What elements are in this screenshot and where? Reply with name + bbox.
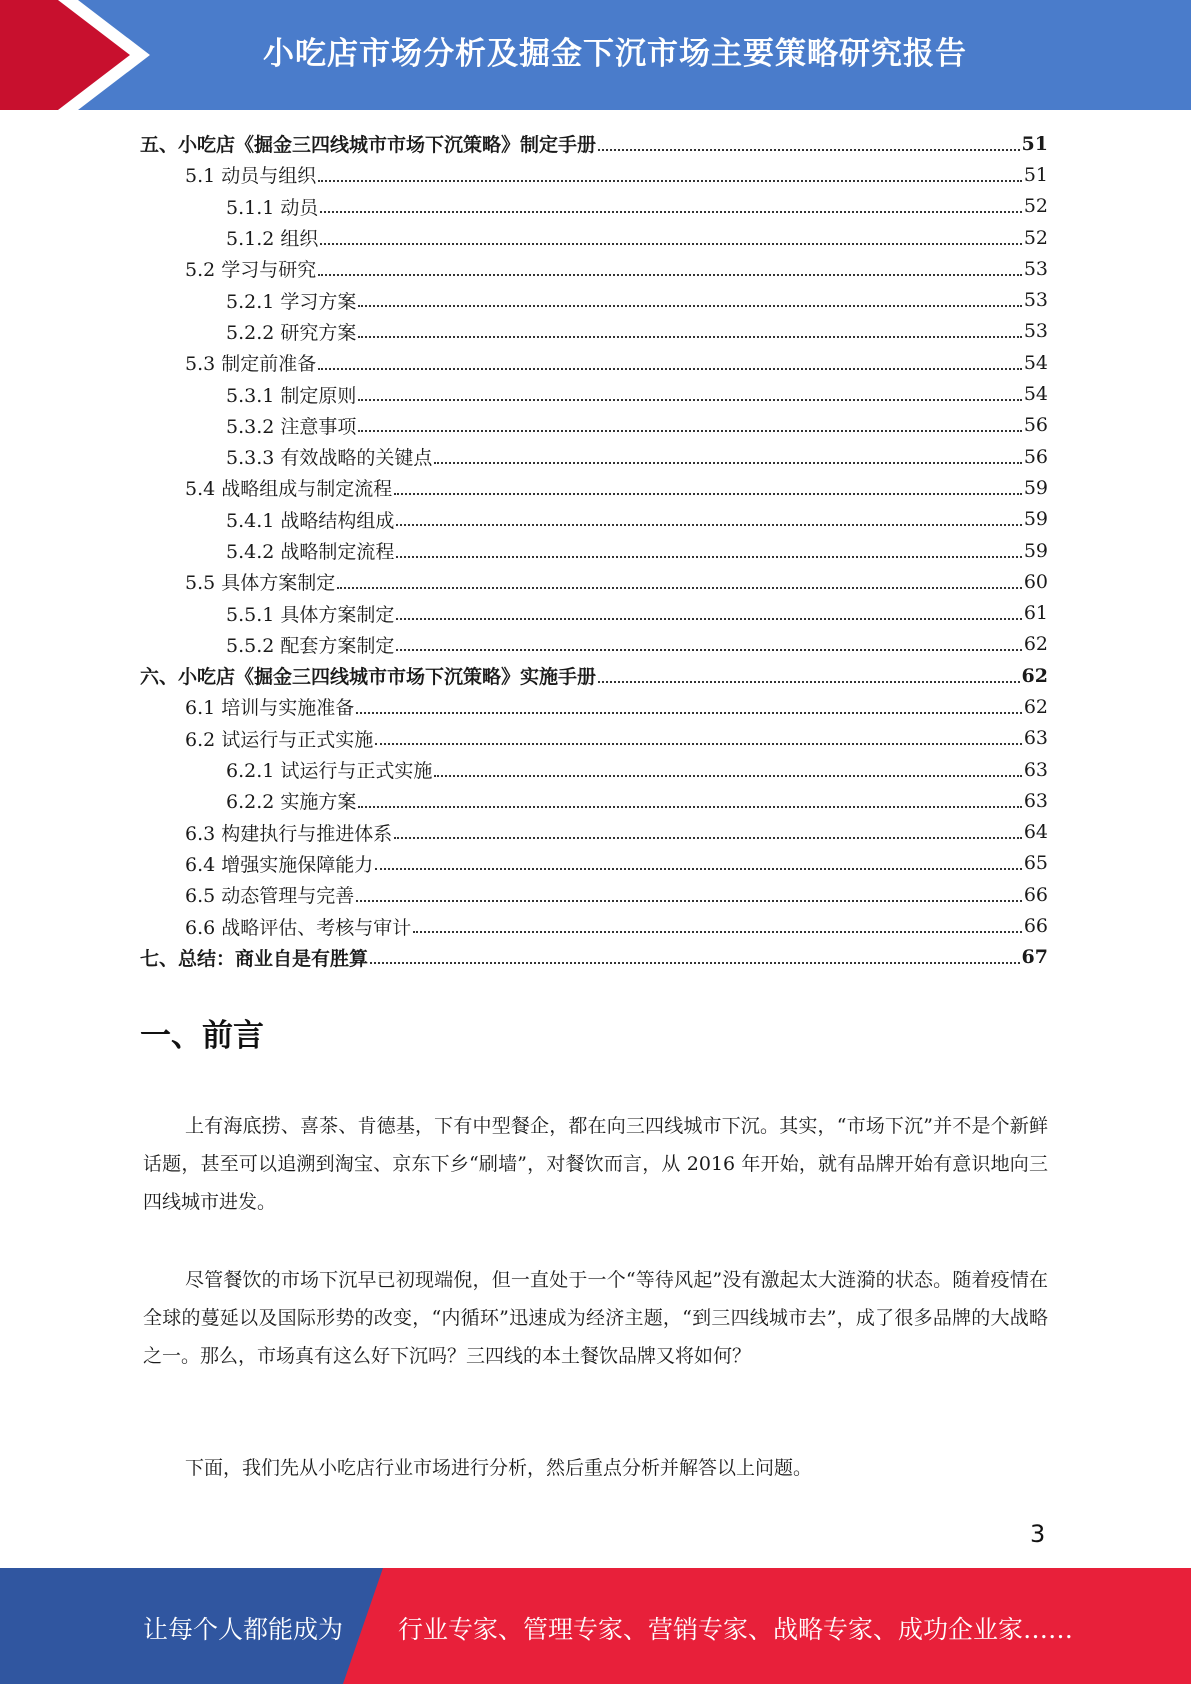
footer-slogan-left: 让每个人都能成为 bbox=[143, 1615, 344, 1644]
toc-entry-page: 62 bbox=[1023, 633, 1048, 656]
toc-entry-page: 59 bbox=[1023, 508, 1048, 531]
toc-entry-page: 52 bbox=[1023, 195, 1048, 218]
toc-dot-leader bbox=[320, 211, 1021, 213]
toc-entry-title: 5.3.3 有效战略的关键点 bbox=[226, 447, 433, 470]
toc-entry[interactable] bbox=[140, 347, 1048, 378]
toc-entry-title: 5.4 战略组成与制定流程 bbox=[185, 478, 393, 501]
toc-entry-page: 51 bbox=[1021, 132, 1048, 155]
toc-entry[interactable] bbox=[140, 253, 1048, 284]
toc-entry-title: 6.4 增强实施保障能力 bbox=[185, 853, 374, 876]
toc-entry[interactable] bbox=[140, 785, 1048, 816]
toc-entry[interactable] bbox=[140, 410, 1048, 441]
toc-entry-page: 63 bbox=[1023, 727, 1048, 750]
toc-entry[interactable] bbox=[140, 817, 1048, 848]
toc-entry-title: 5.2.1 学习方案 bbox=[226, 290, 357, 313]
toc-entry[interactable] bbox=[140, 597, 1048, 628]
toc-entry-page: 62 bbox=[1023, 695, 1048, 718]
section-heading: 一、前言 bbox=[140, 1018, 264, 1054]
toc-entry[interactable] bbox=[140, 629, 1048, 660]
toc-dot-leader bbox=[375, 868, 1022, 870]
toc-entry-page: 51 bbox=[1023, 163, 1048, 186]
toc-entry[interactable] bbox=[140, 159, 1048, 190]
toc-entry-title: 6.2 试运行与正式实施 bbox=[185, 728, 374, 751]
toc-entry-page: 56 bbox=[1023, 445, 1048, 468]
toc-dot-leader bbox=[358, 399, 1021, 401]
toc-dot-leader bbox=[318, 180, 1022, 182]
toc-entry[interactable] bbox=[140, 128, 1048, 159]
toc-entry-page: 63 bbox=[1023, 758, 1048, 781]
toc-dot-leader bbox=[320, 243, 1021, 245]
toc-entry-title: 6.5 动态管理与完善 bbox=[185, 885, 355, 908]
toc-entry[interactable] bbox=[140, 504, 1048, 535]
toc-entry-page: 60 bbox=[1023, 570, 1048, 593]
toc-dot-leader bbox=[394, 493, 1022, 495]
toc-entry[interactable] bbox=[140, 566, 1048, 597]
toc-entry[interactable] bbox=[140, 284, 1048, 315]
toc-entry-title: 6.2.1 试运行与正式实施 bbox=[226, 760, 433, 783]
toc-entry[interactable] bbox=[140, 535, 1048, 566]
page-footer bbox=[0, 1568, 1191, 1684]
toc-entry-page: 59 bbox=[1023, 539, 1048, 562]
toc-entry-page: 56 bbox=[1023, 414, 1048, 437]
toc-entry-title: 5.1.2 组织 bbox=[226, 228, 319, 251]
toc-entry-title: 5.4.1 战略结构组成 bbox=[226, 509, 395, 532]
toc-dot-leader bbox=[375, 743, 1022, 745]
toc-dot-leader bbox=[396, 556, 1021, 558]
toc-dot-leader bbox=[396, 524, 1021, 526]
toc-dot-leader bbox=[337, 587, 1022, 589]
toc-entry[interactable] bbox=[140, 691, 1048, 722]
toc-entry-page: 66 bbox=[1023, 883, 1048, 906]
paragraph-3: 下面，我们先从小吃店行业市场进行分析，然后重点分析并解答以上问题。 bbox=[185, 1457, 813, 1479]
toc-dot-leader bbox=[318, 368, 1022, 370]
toc-entry-title: 五、小吃店《掘金三四线城市市场下沉策略》制定手册 bbox=[140, 134, 597, 157]
toc-entry[interactable] bbox=[140, 316, 1048, 347]
toc-entry-page: 63 bbox=[1023, 789, 1048, 812]
toc-entry-title: 6.3 构建执行与推进体系 bbox=[185, 822, 393, 845]
toc-entry[interactable] bbox=[140, 754, 1048, 785]
toc-dot-leader bbox=[358, 430, 1021, 432]
paragraph-2: 尽管餐饮的市场下沉早已初现端倪，但一直处于一个“等待风起”没有激起太大涟漪的状态。随着疫情在全球的蔓延以及国际形势的改变，“内循环”迅速成为经济主题，“到三四线城市去”，成了很多品牌的大战略之一。那么，市场真有这么好下沉吗？三四线的本土餐饮品牌又将如何？ bbox=[143, 1269, 1048, 1367]
toc-entry-title: 5.5 具体方案制定 bbox=[185, 572, 336, 595]
toc-dot-leader bbox=[598, 681, 1020, 683]
toc-entry-page: 65 bbox=[1023, 852, 1048, 875]
toc-entry-title: 七、总结：商业自是有胜算 bbox=[140, 947, 369, 970]
toc-entry-page: 59 bbox=[1023, 476, 1048, 499]
toc-entry-page: 54 bbox=[1023, 351, 1048, 374]
toc-dot-leader bbox=[358, 806, 1021, 808]
toc-entry-title: 5.3.2 注意事项 bbox=[226, 415, 357, 438]
toc-entry-page: 52 bbox=[1023, 226, 1048, 249]
toc-entry[interactable] bbox=[140, 910, 1048, 941]
toc-dot-leader bbox=[396, 618, 1021, 620]
toc-dot-leader bbox=[370, 962, 1020, 964]
toc-entry-title: 6.6 战略评估、考核与审计 bbox=[185, 916, 412, 939]
toc-dot-leader bbox=[396, 649, 1021, 651]
toc-dot-leader bbox=[356, 712, 1022, 714]
toc-dot-leader bbox=[356, 900, 1022, 902]
toc-entry-title: 6.1 培训与实施准备 bbox=[185, 697, 355, 720]
page-number: 3 bbox=[1030, 1520, 1046, 1548]
toc-entry-page: 53 bbox=[1023, 289, 1048, 312]
table-of-contents bbox=[140, 128, 1048, 973]
toc-dot-leader bbox=[434, 775, 1021, 777]
toc-entry-title: 5.5.2 配套方案制定 bbox=[226, 634, 395, 657]
toc-entry-page: 66 bbox=[1023, 915, 1048, 938]
toc-entry-page: 53 bbox=[1023, 320, 1048, 343]
toc-dot-leader bbox=[413, 931, 1022, 933]
toc-entry-page: 54 bbox=[1023, 383, 1048, 406]
toc-entry-title: 5.3 制定前准备 bbox=[185, 353, 317, 376]
toc-dot-leader bbox=[598, 149, 1020, 151]
paragraph-1: 上有海底捞、喜茶、肯德基，下有中型餐企，都在向三四线城市下沉。其实，“市场下沉”并不是个新鲜话题，甚至可以追溯到淘宝、京东下乡“刷墙”，对餐饮而言，从 2016 年开始，就有品牌开始有意识地向三四线城市进发。 bbox=[143, 1115, 1048, 1213]
toc-entry[interactable] bbox=[140, 472, 1048, 503]
toc-entry[interactable] bbox=[140, 660, 1048, 691]
toc-dot-leader bbox=[394, 837, 1022, 839]
toc-entry-title: 6.2.2 实施方案 bbox=[226, 791, 357, 814]
toc-entry-title: 5.4.2 战略制定流程 bbox=[226, 541, 395, 563]
toc-entry-page: 64 bbox=[1023, 821, 1048, 844]
toc-dot-leader bbox=[358, 336, 1021, 338]
toc-entry-title: 5.2.2 研究方案 bbox=[226, 321, 357, 344]
toc-entry[interactable] bbox=[140, 222, 1048, 253]
toc-entry-title: 5.2 学习与研究 bbox=[185, 259, 317, 282]
footer-slogan-right: 行业专家、管理专家、营销专家、战略专家、成功企业家…… bbox=[398, 1615, 1074, 1644]
toc-entry[interactable] bbox=[140, 848, 1048, 879]
toc-entry-page: 62 bbox=[1021, 664, 1048, 687]
toc-entry[interactable] bbox=[140, 191, 1048, 222]
toc-entry[interactable] bbox=[140, 942, 1048, 973]
page-header bbox=[0, 0, 1191, 110]
toc-entry[interactable] bbox=[140, 879, 1048, 910]
toc-entry-title: 5.1 动员与组织 bbox=[185, 165, 317, 188]
toc-entry-title: 5.1.1 动员 bbox=[226, 196, 319, 219]
toc-entry-title: 六、小吃店《掘金三四线城市市场下沉策略》实施手册 bbox=[140, 666, 597, 689]
toc-entry-page: 53 bbox=[1023, 257, 1048, 280]
toc-dot-leader bbox=[358, 305, 1021, 307]
header-title: 小吃店市场分析及掘金下沉市场主要策略研究报告 bbox=[263, 36, 967, 72]
toc-entry-page: 61 bbox=[1023, 602, 1048, 625]
toc-entry[interactable] bbox=[140, 441, 1048, 472]
toc-entry-title: 5.5.1 具体方案制定 bbox=[226, 603, 395, 626]
toc-entry[interactable] bbox=[140, 378, 1048, 409]
toc-dot-leader bbox=[434, 462, 1021, 464]
toc-entry[interactable] bbox=[140, 723, 1048, 754]
toc-entry-title: 5.3.1 制定原则 bbox=[226, 384, 357, 407]
toc-entry-page: 67 bbox=[1021, 946, 1048, 969]
toc-dot-leader bbox=[318, 274, 1022, 276]
